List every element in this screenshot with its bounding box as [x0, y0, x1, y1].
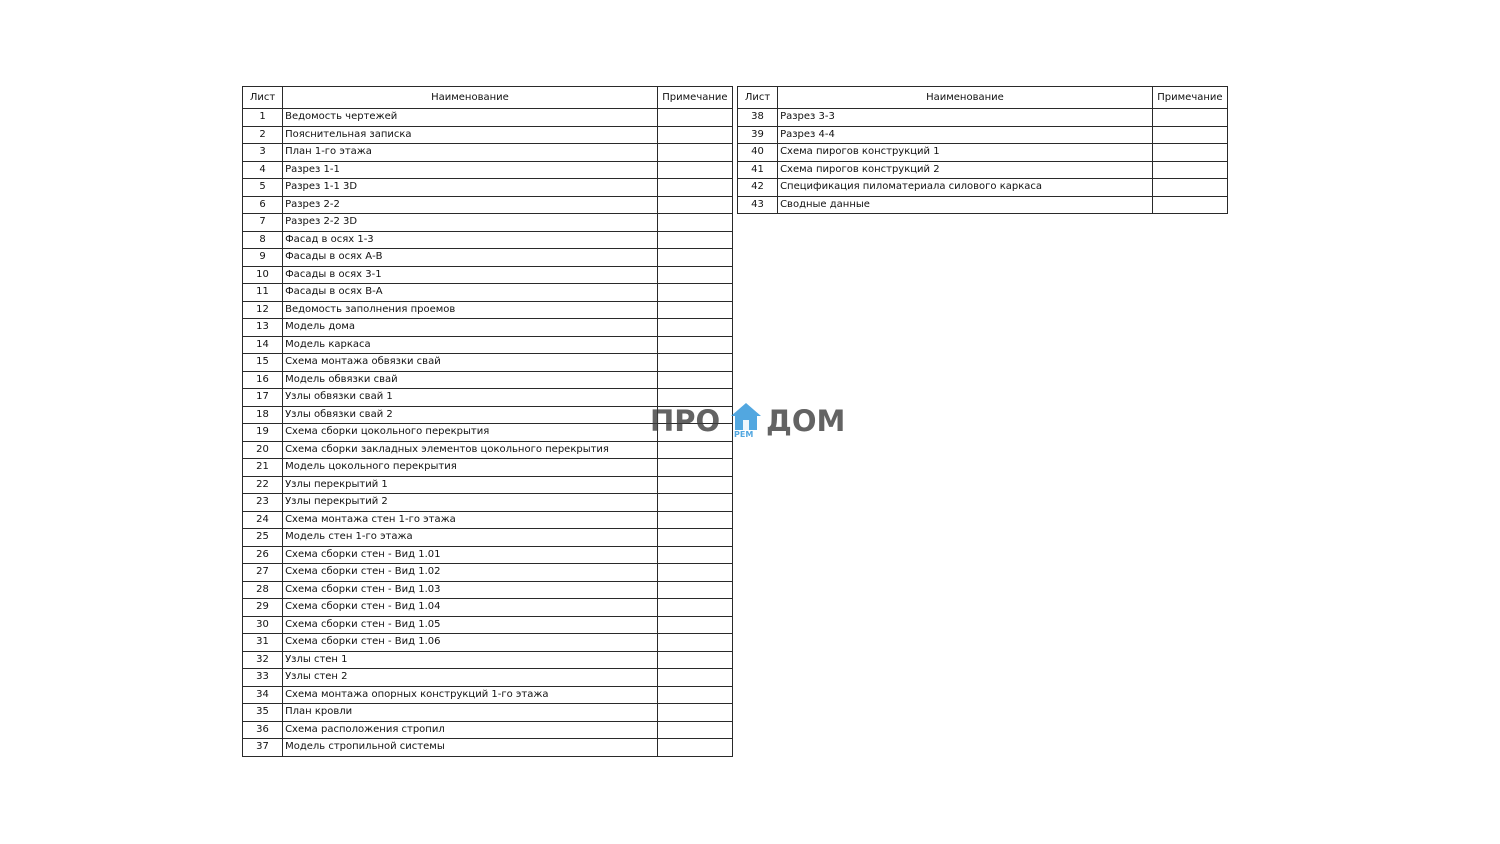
row-number: 43	[738, 196, 778, 214]
table-row	[243, 144, 733, 162]
table-row	[243, 739, 733, 757]
table-row	[738, 161, 1228, 179]
row-name: Модель каркаса	[283, 336, 658, 354]
table-row	[243, 161, 733, 179]
row-number: 18	[243, 406, 283, 424]
table-row	[243, 616, 733, 634]
row-number: 35	[243, 704, 283, 722]
table-row	[243, 109, 733, 127]
row-note	[657, 196, 732, 214]
row-name: Модель цокольного перекрытия	[283, 459, 658, 477]
table-row	[243, 529, 733, 547]
row-name: Разрез 1-1	[283, 161, 658, 179]
row-note	[1152, 196, 1227, 214]
row-name: Модель обвязки свай	[283, 371, 658, 389]
table-row	[243, 249, 733, 267]
row-name: Модель дома	[283, 319, 658, 337]
header-note: Примечание	[657, 87, 732, 109]
row-note	[657, 616, 732, 634]
row-name: Спецификация пиломатериала силового каркаса	[778, 179, 1153, 197]
row-number: 39	[738, 126, 778, 144]
table-row	[243, 459, 733, 477]
table-row	[243, 179, 733, 197]
row-name: Разрез 1-1 3D	[283, 179, 658, 197]
house-icon	[730, 402, 762, 432]
row-number: 30	[243, 616, 283, 634]
header-name: Наименование	[778, 87, 1153, 109]
row-note	[657, 144, 732, 162]
row-note	[657, 179, 732, 197]
row-name: Разрез 4-4	[778, 126, 1153, 144]
row-note	[657, 459, 732, 477]
table-row	[243, 511, 733, 529]
row-name: Схема сборки стен - Вид 1.06	[283, 634, 658, 652]
row-name: Схема сборки закладных элементов цокольного перекрытия	[283, 441, 658, 459]
table-body-right	[738, 109, 1228, 214]
row-note	[1152, 109, 1227, 127]
row-name: Ведомость заполнения проемов	[283, 301, 658, 319]
watermark-subtext: РЕМ	[734, 430, 754, 439]
row-name: Фасады в осях В-А	[283, 284, 658, 302]
row-number: 31	[243, 634, 283, 652]
row-number: 4	[243, 161, 283, 179]
table-row	[243, 546, 733, 564]
row-name: Схема монтажа стен 1-го этажа	[283, 511, 658, 529]
row-note	[657, 284, 732, 302]
row-number: 11	[243, 284, 283, 302]
row-name: Узлы перекрытий 2	[283, 494, 658, 512]
row-note	[1152, 126, 1227, 144]
table-row	[243, 196, 733, 214]
row-number: 36	[243, 721, 283, 739]
watermark-text-right: ДОМ	[766, 404, 846, 438]
row-name: Схема пирогов конструкций 1	[778, 144, 1153, 162]
row-name: Схема расположения стропил	[283, 721, 658, 739]
table-row	[243, 651, 733, 669]
row-number: 7	[243, 214, 283, 232]
watermark-text-left: ПРО	[650, 404, 721, 438]
row-number: 13	[243, 319, 283, 337]
row-note	[657, 336, 732, 354]
row-note	[657, 739, 732, 757]
row-name: Узлы стен 2	[283, 669, 658, 687]
row-name: Разрез 2-2	[283, 196, 658, 214]
row-note	[657, 546, 732, 564]
row-number: 25	[243, 529, 283, 547]
table-row	[738, 109, 1228, 127]
table-row	[243, 599, 733, 617]
row-number: 29	[243, 599, 283, 617]
table-header-row	[738, 87, 1228, 109]
row-name: Схема сборки стен - Вид 1.04	[283, 599, 658, 617]
row-note	[1152, 144, 1227, 162]
row-note	[657, 494, 732, 512]
row-number: 34	[243, 686, 283, 704]
table-row	[243, 319, 733, 337]
row-note	[657, 161, 732, 179]
header-name: Наименование	[283, 87, 658, 109]
row-number: 5	[243, 179, 283, 197]
table-header-row	[243, 87, 733, 109]
row-name: Разрез 3-3	[778, 109, 1153, 127]
row-name: Фасады в осях А-В	[283, 249, 658, 267]
table-row	[243, 284, 733, 302]
table-row	[738, 179, 1228, 197]
table-row	[243, 721, 733, 739]
row-number: 6	[243, 196, 283, 214]
table-row	[243, 581, 733, 599]
row-name: Фасады в осях 3-1	[283, 266, 658, 284]
row-number: 22	[243, 476, 283, 494]
row-number: 40	[738, 144, 778, 162]
table-row	[738, 196, 1228, 214]
row-note	[657, 214, 732, 232]
row-name: Схема сборки стен - Вид 1.02	[283, 564, 658, 582]
row-note	[657, 529, 732, 547]
row-note	[657, 704, 732, 722]
row-note	[657, 266, 732, 284]
table-row	[243, 686, 733, 704]
row-name: Схема сборки стен - Вид 1.03	[283, 581, 658, 599]
row-note	[657, 634, 732, 652]
row-number: 3	[243, 144, 283, 162]
row-note	[1152, 179, 1227, 197]
row-note	[657, 599, 732, 617]
table-row	[243, 336, 733, 354]
row-number: 26	[243, 546, 283, 564]
row-name: Узлы обвязки свай 1	[283, 389, 658, 407]
table-row	[243, 266, 733, 284]
row-number: 27	[243, 564, 283, 582]
row-number: 42	[738, 179, 778, 197]
table-row	[243, 354, 733, 372]
row-note	[657, 319, 732, 337]
row-note	[657, 669, 732, 687]
header-note: Примечание	[1152, 87, 1227, 109]
row-name: Схема сборки цокольного перекрытия	[283, 424, 658, 442]
row-name: План 1-го этажа	[283, 144, 658, 162]
row-name: Модель стен 1-го этажа	[283, 529, 658, 547]
table-row	[243, 126, 733, 144]
table-row	[243, 371, 733, 389]
header-sheet: Лист	[243, 87, 283, 109]
row-name: Модель стропильной системы	[283, 739, 658, 757]
row-name: Схема монтажа опорных конструкций 1-го этажа	[283, 686, 658, 704]
watermark-logo	[650, 400, 850, 444]
row-name: Сводные данные	[778, 196, 1153, 214]
table-row	[243, 214, 733, 232]
row-number: 37	[243, 739, 283, 757]
row-note	[657, 231, 732, 249]
row-number: 19	[243, 424, 283, 442]
row-number: 17	[243, 389, 283, 407]
row-number: 14	[243, 336, 283, 354]
table-row	[243, 494, 733, 512]
row-name: Разрез 2-2 3D	[283, 214, 658, 232]
table-row	[243, 231, 733, 249]
row-note	[1152, 161, 1227, 179]
row-number: 23	[243, 494, 283, 512]
row-number: 20	[243, 441, 283, 459]
row-note	[657, 109, 732, 127]
row-note	[657, 301, 732, 319]
row-name: Узлы перекрытий 1	[283, 476, 658, 494]
row-name: Пояснительная записка	[283, 126, 658, 144]
row-number: 10	[243, 266, 283, 284]
row-number: 9	[243, 249, 283, 267]
row-number: 28	[243, 581, 283, 599]
row-note	[657, 126, 732, 144]
table-row	[243, 301, 733, 319]
row-number: 1	[243, 109, 283, 127]
row-note	[657, 651, 732, 669]
row-note	[657, 721, 732, 739]
row-number: 15	[243, 354, 283, 372]
row-note	[657, 581, 732, 599]
table-row	[243, 704, 733, 722]
row-number: 24	[243, 511, 283, 529]
row-number: 2	[243, 126, 283, 144]
row-note	[657, 511, 732, 529]
table-row	[738, 144, 1228, 162]
row-name: Узлы обвязки свай 2	[283, 406, 658, 424]
table-row	[243, 634, 733, 652]
row-number: 38	[738, 109, 778, 127]
row-name: Схема сборки стен - Вид 1.05	[283, 616, 658, 634]
row-note	[657, 564, 732, 582]
row-name: Фасад в осях 1-3	[283, 231, 658, 249]
header-sheet: Лист	[738, 87, 778, 109]
row-note	[657, 476, 732, 494]
row-number: 16	[243, 371, 283, 389]
row-note	[657, 249, 732, 267]
row-number: 32	[243, 651, 283, 669]
row-name: Схема монтажа обвязки свай	[283, 354, 658, 372]
row-name: Схема сборки стен - Вид 1.01	[283, 546, 658, 564]
row-number: 12	[243, 301, 283, 319]
row-number: 41	[738, 161, 778, 179]
row-number: 21	[243, 459, 283, 477]
sheet-list-table-right	[737, 86, 1228, 214]
table-row	[738, 126, 1228, 144]
row-note	[657, 686, 732, 704]
table-row	[243, 669, 733, 687]
row-note	[657, 371, 732, 389]
row-name: Схема пирогов конструкций 2	[778, 161, 1153, 179]
row-name: Узлы стен 1	[283, 651, 658, 669]
row-name: Ведомость чертежей	[283, 109, 658, 127]
table-row	[243, 564, 733, 582]
row-name: План кровли	[283, 704, 658, 722]
table-row	[243, 476, 733, 494]
row-number: 8	[243, 231, 283, 249]
row-note	[657, 354, 732, 372]
row-number: 33	[243, 669, 283, 687]
